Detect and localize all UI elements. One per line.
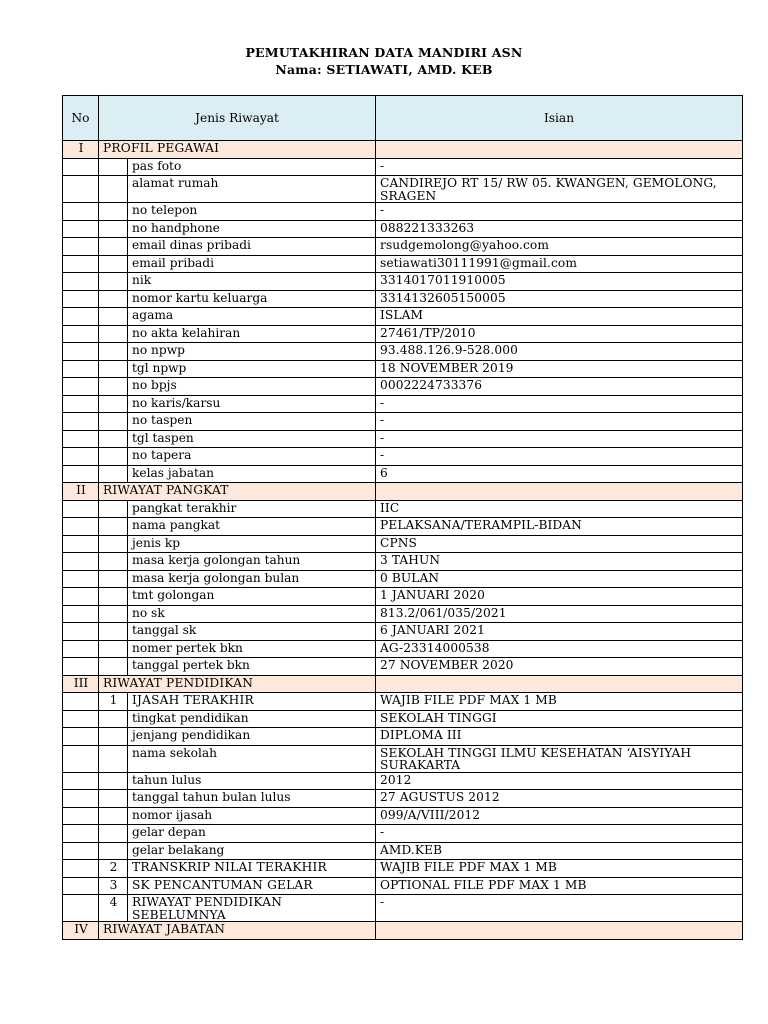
row-label: pas foto [128, 158, 376, 176]
row-subnumber: 1 [99, 693, 128, 711]
row-value: OPTIONAL FILE PDF MAX 1 MB [376, 877, 743, 895]
row-subnumber: 2 [99, 860, 128, 878]
table-row [63, 255, 743, 273]
row-value: 27461/TP/2010 [376, 325, 743, 343]
row-no-empty [63, 465, 99, 483]
row-label: alamat rumah [128, 176, 376, 203]
table-row [63, 605, 743, 623]
row-no-empty [63, 343, 99, 361]
section-number: IV [63, 922, 99, 940]
row-no-empty [63, 413, 99, 431]
table-row [63, 535, 743, 553]
row-value: CPNS [376, 535, 743, 553]
table-row [63, 176, 743, 203]
row-value: 27 AGUSTUS 2012 [376, 790, 743, 808]
row-no-empty [63, 570, 99, 588]
section-row [63, 483, 743, 501]
table-row [63, 465, 743, 483]
row-subnumber [99, 308, 128, 326]
row-subnumber [99, 605, 128, 623]
row-subnumber [99, 570, 128, 588]
row-value: - [376, 395, 743, 413]
row-subnumber [99, 588, 128, 606]
table-row [63, 772, 743, 790]
row-label: nik [128, 273, 376, 291]
row-label: tingkat pendidikan [128, 710, 376, 728]
riwayat-table [62, 95, 743, 940]
table-row [63, 860, 743, 878]
row-value: - [376, 448, 743, 466]
row-label: tanggal tahun bulan lulus [128, 790, 376, 808]
row-no-empty [63, 623, 99, 641]
row-no-empty [63, 658, 99, 676]
table-row [63, 658, 743, 676]
row-value: 93.488.126.9-528.000 [376, 343, 743, 361]
row-value: 0002224733376 [376, 378, 743, 396]
row-value: 3 TAHUN [376, 553, 743, 571]
row-value: 099/A/VIII/2012 [376, 807, 743, 825]
row-label: masa kerja golongan bulan [128, 570, 376, 588]
row-no-empty [63, 378, 99, 396]
row-value: - [376, 430, 743, 448]
row-value: 3314132605150005 [376, 290, 743, 308]
row-label: no karis/karsu [128, 395, 376, 413]
row-label: gelar belakang [128, 842, 376, 860]
row-no-empty [63, 238, 99, 256]
row-label: SK PENCANTUMAN GELAR [128, 877, 376, 895]
table-row [63, 842, 743, 860]
row-subnumber: 3 [99, 877, 128, 895]
table-row [63, 413, 743, 431]
section-title: RIWAYAT JABATAN [99, 922, 376, 940]
row-value: 6 JANUARI 2021 [376, 623, 743, 641]
table-row [63, 395, 743, 413]
column-header-no: No [63, 96, 99, 141]
row-no-empty [63, 308, 99, 326]
table-row [63, 430, 743, 448]
row-no-empty [63, 535, 99, 553]
row-no-empty [63, 693, 99, 711]
row-label: no bpjs [128, 378, 376, 396]
row-label: tanggal pertek bkn [128, 658, 376, 676]
row-subnumber [99, 325, 128, 343]
table-row [63, 518, 743, 536]
row-label: nama sekolah [128, 745, 376, 772]
row-value: AG-23314000538 [376, 640, 743, 658]
row-no-empty [63, 895, 99, 922]
row-value: rsudgemolong@yahoo.com [376, 238, 743, 256]
table-row [63, 553, 743, 571]
row-no-empty [63, 500, 99, 518]
row-no-empty [63, 842, 99, 860]
section-title: RIWAYAT PANGKAT [99, 483, 376, 501]
document-subtitle: Nama: SETIAWATI, AMD. KEB [275, 62, 493, 77]
section-value-empty [376, 922, 743, 940]
row-subnumber [99, 465, 128, 483]
table-row [63, 290, 743, 308]
row-value: CANDIREJO RT 15/ RW 05. KWANGEN, GEMOLONG, SRAGEN [376, 176, 743, 203]
row-label: no handphone [128, 220, 376, 238]
row-subnumber: 4 [99, 895, 128, 922]
row-label: jenjang pendidikan [128, 728, 376, 746]
row-subnumber [99, 640, 128, 658]
row-label: IJASAH TERAKHIR [128, 693, 376, 711]
column-header-isian: Isian [376, 96, 743, 141]
row-label: no akta kelahiran [128, 325, 376, 343]
row-value: WAJIB FILE PDF MAX 1 MB [376, 860, 743, 878]
row-value: ISLAM [376, 308, 743, 326]
row-label: pangkat terakhir [128, 500, 376, 518]
row-no-empty [63, 553, 99, 571]
row-value: SEKOLAH TINGGI ILMU KESEHATAN ‘AISYIYAH SURAKARTA [376, 745, 743, 772]
row-label: agama [128, 308, 376, 326]
row-subnumber [99, 518, 128, 536]
row-no-empty [63, 325, 99, 343]
row-subnumber [99, 623, 128, 641]
row-value: setiawati30111991@gmail.com [376, 255, 743, 273]
document-title: PEMUTAKHIRAN DATA MANDIRI ASN [245, 45, 523, 60]
row-no-empty [63, 158, 99, 176]
table-row [63, 343, 743, 361]
row-value: DIPLOMA III [376, 728, 743, 746]
row-label: tanggal sk [128, 623, 376, 641]
row-value: - [376, 825, 743, 843]
row-subnumber [99, 395, 128, 413]
section-number: I [63, 141, 99, 159]
row-subnumber [99, 745, 128, 772]
table-row [63, 238, 743, 256]
row-subnumber [99, 448, 128, 466]
row-value: 088221333263 [376, 220, 743, 238]
row-label: tahun lulus [128, 772, 376, 790]
table-row [63, 360, 743, 378]
table-row [63, 728, 743, 746]
row-no-empty [63, 203, 99, 221]
section-number: III [63, 675, 99, 693]
row-subnumber [99, 807, 128, 825]
table-row [63, 710, 743, 728]
row-subnumber [99, 220, 128, 238]
row-subnumber [99, 378, 128, 396]
row-subnumber [99, 842, 128, 860]
table-row [63, 877, 743, 895]
row-label: nomer pertek bkn [128, 640, 376, 658]
table-row [63, 308, 743, 326]
row-subnumber [99, 203, 128, 221]
table-row [63, 588, 743, 606]
row-subnumber [99, 710, 128, 728]
row-no-empty [63, 395, 99, 413]
row-value: - [376, 203, 743, 221]
table-row [63, 745, 743, 772]
row-label: TRANSKRIP NILAI TERAKHIR [128, 860, 376, 878]
table-row [63, 790, 743, 808]
row-subnumber [99, 728, 128, 746]
row-label: no sk [128, 605, 376, 623]
row-subnumber [99, 290, 128, 308]
row-value: 813.2/061/035/2021 [376, 605, 743, 623]
row-no-empty [63, 273, 99, 291]
row-label: no telepon [128, 203, 376, 221]
table-row [63, 273, 743, 291]
row-label: email pribadi [128, 255, 376, 273]
row-no-empty [63, 430, 99, 448]
row-value: - [376, 413, 743, 431]
row-value: SEKOLAH TINGGI [376, 710, 743, 728]
row-label: tmt golongan [128, 588, 376, 606]
row-no-empty [63, 825, 99, 843]
row-label: no npwp [128, 343, 376, 361]
row-subnumber [99, 343, 128, 361]
table-header-row [63, 96, 743, 141]
row-subnumber [99, 255, 128, 273]
row-subnumber [99, 790, 128, 808]
section-row [63, 141, 743, 159]
section-title: PROFIL PEGAWAI [99, 141, 376, 159]
row-no-empty [63, 605, 99, 623]
document-header [0, 44, 768, 78]
row-no-empty [63, 790, 99, 808]
row-value: 18 NOVEMBER 2019 [376, 360, 743, 378]
section-row [63, 675, 743, 693]
table-row [63, 325, 743, 343]
row-label: no tapera [128, 448, 376, 466]
row-value: 27 NOVEMBER 2020 [376, 658, 743, 676]
row-label: nomor ijasah [128, 807, 376, 825]
row-no-empty [63, 518, 99, 536]
row-no-empty [63, 877, 99, 895]
table-row [63, 220, 743, 238]
row-no-empty [63, 176, 99, 203]
row-no-empty [63, 640, 99, 658]
row-subnumber [99, 176, 128, 203]
row-subnumber [99, 273, 128, 291]
row-value: - [376, 158, 743, 176]
row-value: 6 [376, 465, 743, 483]
row-no-empty [63, 290, 99, 308]
table-row [63, 640, 743, 658]
section-row [63, 922, 743, 940]
row-subnumber [99, 658, 128, 676]
row-no-empty [63, 807, 99, 825]
row-value: AMD.KEB [376, 842, 743, 860]
section-title: RIWAYAT PENDIDIKAN [99, 675, 376, 693]
row-subnumber [99, 360, 128, 378]
row-no-empty [63, 220, 99, 238]
row-value: - [376, 895, 743, 922]
row-subnumber [99, 413, 128, 431]
row-label: nama pangkat [128, 518, 376, 536]
table-row [63, 693, 743, 711]
row-value: 0 BULAN [376, 570, 743, 588]
row-subnumber [99, 158, 128, 176]
table-row [63, 623, 743, 641]
row-label: jenis kp [128, 535, 376, 553]
row-no-empty [63, 728, 99, 746]
row-value: 2012 [376, 772, 743, 790]
table-row [63, 158, 743, 176]
table-row [63, 448, 743, 466]
row-subnumber [99, 553, 128, 571]
row-value: 3314017011910005 [376, 273, 743, 291]
table-row [63, 807, 743, 825]
row-value: IIC [376, 500, 743, 518]
row-label: tgl taspen [128, 430, 376, 448]
row-label: kelas jabatan [128, 465, 376, 483]
table-row [63, 500, 743, 518]
row-subnumber [99, 238, 128, 256]
table-row [63, 570, 743, 588]
row-label: tgl npwp [128, 360, 376, 378]
row-value: WAJIB FILE PDF MAX 1 MB [376, 693, 743, 711]
row-no-empty [63, 360, 99, 378]
row-label: gelar depan [128, 825, 376, 843]
row-no-empty [63, 860, 99, 878]
row-subnumber [99, 535, 128, 553]
table-row [63, 825, 743, 843]
table-row [63, 895, 743, 922]
row-no-empty [63, 255, 99, 273]
row-value: 1 JANUARI 2020 [376, 588, 743, 606]
section-value-empty [376, 483, 743, 501]
table-row [63, 203, 743, 221]
section-number: II [63, 483, 99, 501]
row-subnumber [99, 772, 128, 790]
row-no-empty [63, 745, 99, 772]
row-no-empty [63, 588, 99, 606]
row-no-empty [63, 710, 99, 728]
row-subnumber [99, 430, 128, 448]
row-value: PELAKSANA/TERAMPIL-BIDAN [376, 518, 743, 536]
column-header-jenis-riwayat: Jenis Riwayat [99, 96, 376, 141]
row-label: email dinas pribadi [128, 238, 376, 256]
row-subnumber [99, 825, 128, 843]
section-value-empty [376, 141, 743, 159]
row-label: masa kerja golongan tahun [128, 553, 376, 571]
row-label: RIWAYAT PENDIDIKAN SEBELUMNYA [128, 895, 376, 922]
row-label: no taspen [128, 413, 376, 431]
row-label: nomor kartu keluarga [128, 290, 376, 308]
row-no-empty [63, 448, 99, 466]
table-row [63, 378, 743, 396]
row-subnumber [99, 500, 128, 518]
row-no-empty [63, 772, 99, 790]
section-value-empty [376, 675, 743, 693]
